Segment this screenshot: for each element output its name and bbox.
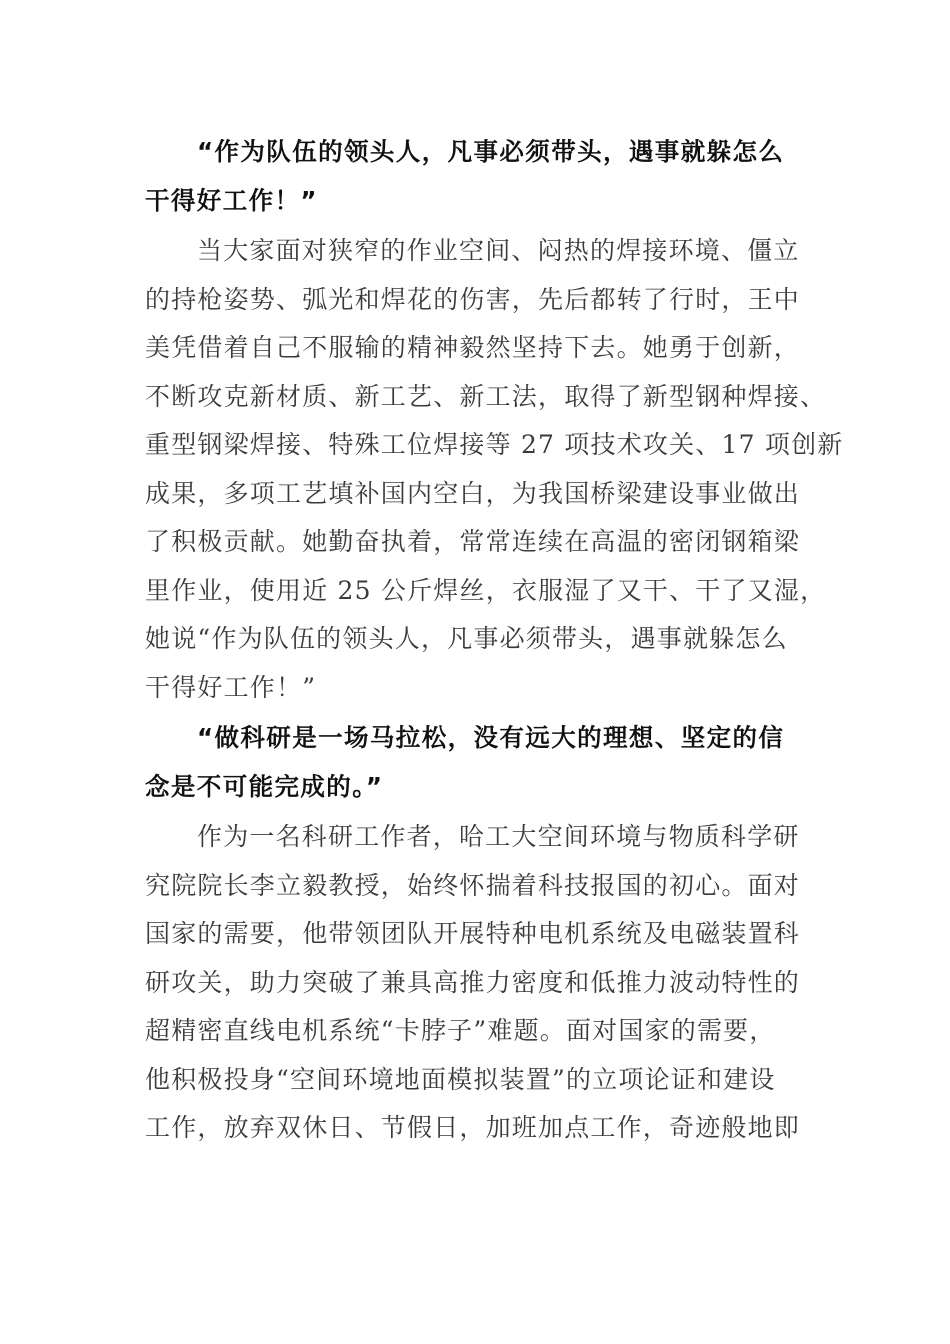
- document-body: [145, 128, 844, 1153]
- text-line: 超精密直线电机系统“卡脖子”难题。面对国家的需要，: [145, 1016, 776, 1045]
- text-line: 究院院长李立毅教授，始终怀揣着科技报国的初心。面对: [145, 870, 801, 900]
- text-line: 重型钢梁焊接、特殊工位焊接等 27 项技术攻关、17 项创新: [145, 430, 844, 459]
- text-line: 了积极贡献。她勤奋执着，常常连续在高温的密闭钢箱梁: [145, 527, 801, 556]
- text-line: 干得好工作！”: [145, 672, 317, 702]
- text-line: 不断攻克新材质、新工艺、新工法，取得了新型钢种焊接、: [145, 381, 827, 411]
- quote-heading-1: [145, 128, 799, 225]
- text-line: 作为一名科研工作者，哈工大空间环境与物质科学研: [197, 822, 800, 851]
- text-line: 的持枪姿势、弧光和焊花的伤害，先后都转了行时，王中: [145, 284, 801, 314]
- text-line: 国家的需要，他带领团队开展特种电机系统及电磁装置科: [145, 919, 801, 948]
- body-paragraph-1: [145, 227, 844, 712]
- text-line: 念是不可能完成的。”: [145, 771, 384, 801]
- text-line: 里作业，使用近 25 公斤焊丝，衣服湿了又干、干了又湿，: [145, 575, 827, 605]
- text-line: 成果，多项工艺填补国内空白，为我国桥梁建设事业做出: [145, 478, 801, 508]
- text-line: 干得好工作！”: [145, 185, 318, 215]
- text-line: “做科研是一场马拉松，没有远大的理想、坚定的信: [197, 723, 785, 752]
- text-line: 她说“作为队伍的领头人，凡事必须带头，遇事就躲怎么: [145, 624, 788, 653]
- text-line: 工作，放弃双休日、节假日，加班加点工作，奇迹般地即: [145, 1113, 801, 1142]
- text-line: 美凭借着自己不服输的精神毅然坚持下去。她勇于创新，: [145, 333, 801, 362]
- body-paragraph-2: [145, 813, 799, 1153]
- text-line: 当大家面对狭窄的作业空间、闷热的焊接环境、僵立: [197, 236, 800, 265]
- text-line: 研攻关，助力突破了兼具高推力密度和低推力波动特性的: [145, 967, 801, 997]
- quote-heading-2: [145, 714, 799, 811]
- text-line: 他积极投身“空间环境地面模拟装置”的立项论证和建设: [145, 1064, 776, 1094]
- text-line: “作为队伍的领头人，凡事必须带头，遇事就躲怎么: [197, 137, 785, 166]
